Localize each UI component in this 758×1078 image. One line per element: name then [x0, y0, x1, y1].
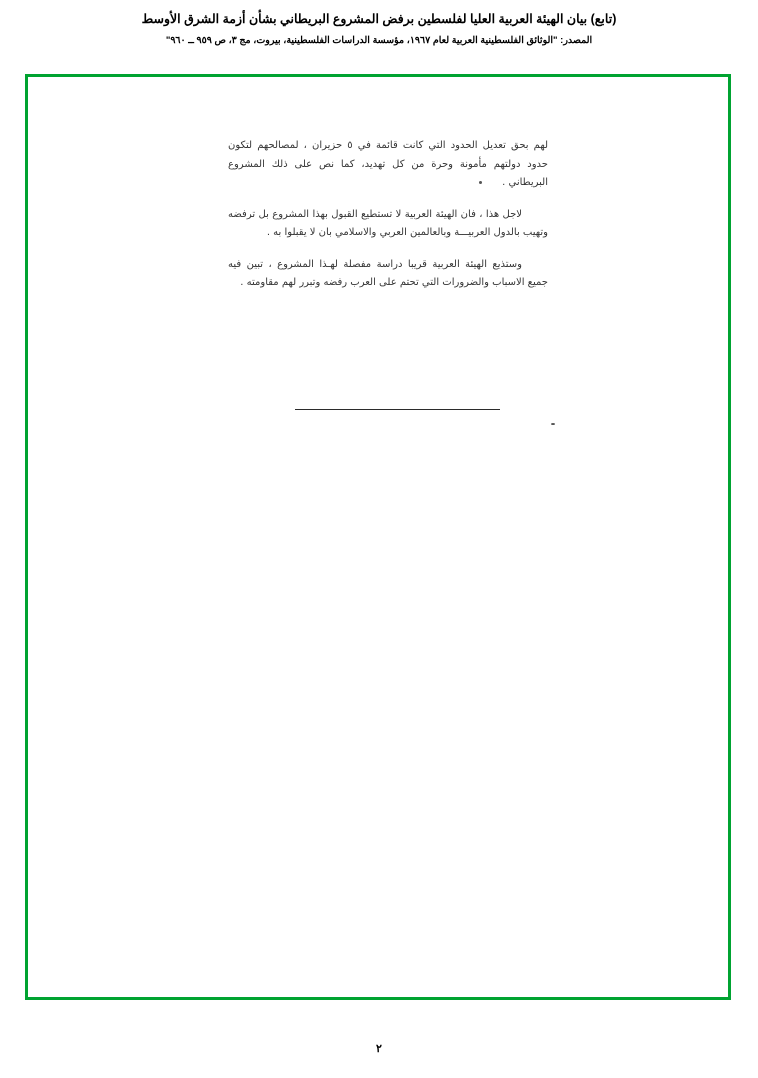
body-paragraph: وستذيع الهيئة العربية قريبا دراسة مفصلة لهـذا المشروع ، تبين فيه جميع الاسباب والضرورات التي تحتم على العرب رفضه وتبرر لهم مقاومته .: [228, 258, 548, 288]
page-title: (تابع) بيان الهيئة العربية العليا لفلسطين برفض المشروع البريطاني بشأن أزمة الشرق الأوسط: [141, 12, 617, 26]
body-paragraph: لاجل هذا ، فان الهيئة العربية لا تستطيع القبول بهذا المشروع بل ترفضه وتهيب بالدول العربيـــة وبالعالمين العربي والاسلامي بان لا يقبلوا به .: [228, 208, 548, 238]
page-footer: [0, 1042, 758, 1055]
page-header: [0, 10, 758, 46]
body-paragraph: لهم بحق تعديل الحدود التي كانت قائمة في ٥ حزيران ، لمصالحهم لتكون حدود دولتهم مأمونة وحرة من كل تهديد، كما نص على ذلك المشروع البريطاني .: [228, 140, 548, 188]
source-citation: المصدر: "الوثائق الفلسطينية العربية لعام ١٩٦٧، مؤسسة الدراسات الفلسطينية، بيروت، مج ٣، ص ٩٥٩ ــ ٩٦٠": [165, 34, 593, 46]
scanned-text-block: [228, 137, 548, 306]
scan-artifact-dot: [551, 423, 555, 425]
horizontal-rule: [295, 409, 500, 410]
page-number: ٢: [376, 1043, 382, 1055]
green-content-frame: [25, 74, 731, 1000]
